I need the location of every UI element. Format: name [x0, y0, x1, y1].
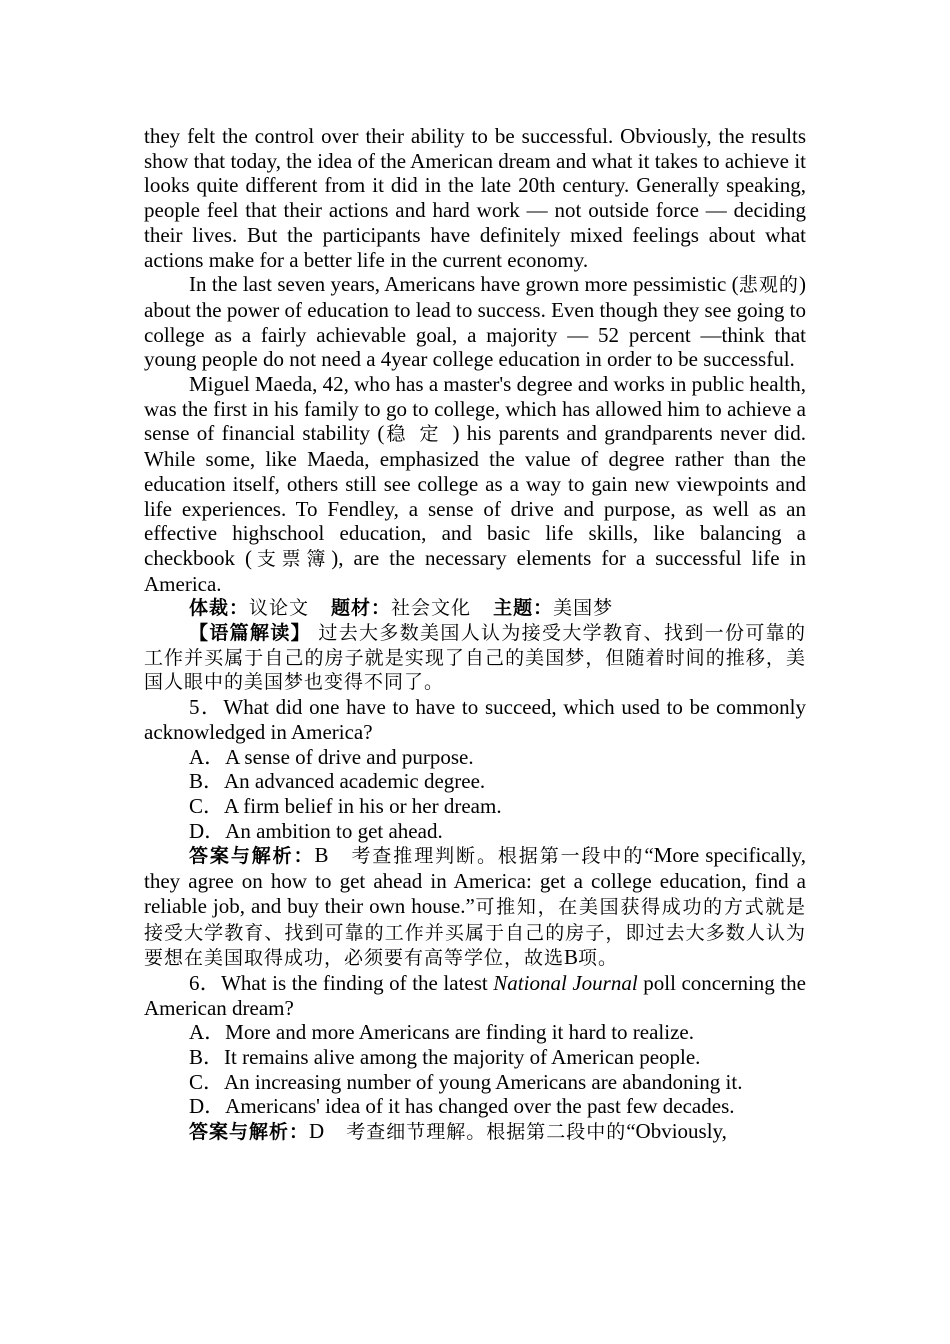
- passage-paragraph-2: [144, 272, 806, 372]
- question-5-explanation: [144, 843, 806, 971]
- p3-gloss-checkbook: 支票簿: [252, 547, 332, 570]
- question-5-option-c: C．A firm belief in his or her dream.: [189, 793, 502, 818]
- q5-exp-letter: B: [564, 945, 579, 970]
- p2-text-b: ) about the power of education to lead to success. Even though they see going to college as a fairly achievable goal, a majority — 52 percent —think that young people do not need a 4year college education in order to be successful.: [144, 272, 806, 372]
- question-6-option-b: B．It remains alive among the majority of American people.: [189, 1045, 701, 1070]
- question-6-stem: [144, 971, 806, 1020]
- p3-text-c: ), are the necessary elements for a successful life in America.: [144, 545, 806, 596]
- q5-exp-part2: 可推知，在美国获得成功的方式就是接受大学教育、找到可靠的工作并买属于自己的房子，即过去大多数人认为要想在美国取得成功，必须要有高等学位，故选: [144, 895, 806, 970]
- genre-value: 议论文: [249, 597, 310, 620]
- q5-answer: B: [314, 843, 329, 868]
- q6-quote: “Obviously,: [626, 1119, 727, 1144]
- passage-interpretation: [144, 621, 806, 695]
- interpretation-label: 【语篇解读】: [189, 622, 311, 645]
- p3-gloss-stability: 稳定: [384, 423, 453, 446]
- interpretation-text: 过去大多数美国人认为接受大学教育、找到一份可靠的工作并买属于自己的房子就是实现了自己的美国梦，但随着时间的推移，美国人眼中的美国梦也变得不同了。: [144, 622, 806, 694]
- topic-value: 社会文化: [391, 597, 472, 620]
- q5-quote: “More specifically, they agree on how to get ahead in America: get a college education, find a reliable job, and buy their own house.”: [144, 843, 806, 918]
- q6-stem-b: poll concerning the American dream?: [144, 970, 806, 1020]
- document-page: [144, 124, 806, 1145]
- q5-answer-label: 答案与解析：: [189, 845, 315, 868]
- passage-paragraph-3: [144, 372, 806, 596]
- question-6-option-d: D．Americans' idea of it has changed over the past few decades.: [189, 1094, 735, 1119]
- genre-topic-line: [144, 596, 806, 621]
- q5-exp-part3: 项。: [578, 947, 619, 970]
- question-6-option-a: A．More and more Americans are finding it hard to realize.: [189, 1020, 694, 1045]
- q6-exp-part1: 考查细节理解。根据第二段中的: [346, 1121, 627, 1144]
- p3-text-a: Miguel Maeda, 42, who has a master's degree and works in public health, was the first in his family to go to college, which has allowed him to achieve a sense of financial stability (: [144, 372, 806, 446]
- question-5-stem: 5．What did one have to have to succeed, which used to be commonly acknowledged in America?: [144, 695, 806, 744]
- theme-value: 美国梦: [553, 597, 614, 620]
- q6-stem-a: 6．What is the finding of the latest: [189, 970, 494, 995]
- question-6-explanation: [144, 1119, 806, 1145]
- question-6-option-c: C．An increasing number of young Americans are abandoning it.: [189, 1069, 743, 1094]
- question-5-option-a: A．A sense of drive and purpose.: [189, 744, 474, 769]
- topic-label: 题材：: [331, 597, 392, 620]
- q6-stem-journal: National Journal: [493, 970, 638, 995]
- q6-answer: D: [309, 1119, 325, 1144]
- passage-paragraph-1-continued: they felt the control over their ability to be successful. Obviously, the results show that today, the idea of the American dream and what it takes to achieve it looks quite different from it did in the late 20th century. Generally speaking, people feel that their actions and hard work — not outside force — deciding their lives. But the participants have definitely mixed feelings about what actions make for a better life in the current economy.: [144, 124, 806, 272]
- p3-text-b: ) his parents and grandparents never did. While some, like Maeda, emphasized the value of degree rather than the education itself, others still see college as a way to gain new viewpoints and life experiences. To Fendley, a sense of drive and purpose, as well as an effective highschool education, and basic life skills, like balancing a checkbook (: [144, 421, 806, 570]
- q5-exp-part1: 考查推理判断。根据第一段中的: [350, 845, 645, 868]
- question-5-option-d: D．An ambition to get ahead.: [189, 818, 443, 843]
- genre-label: 体裁：: [189, 597, 250, 620]
- question-5-option-b: B．An advanced academic degree.: [189, 769, 486, 794]
- p2-text-a: In the last seven years, Americans have grown more pessimistic (: [189, 272, 739, 297]
- p2-gloss-pessimistic: 悲观的: [738, 274, 799, 297]
- q6-answer-label: 答案与解析：: [189, 1121, 310, 1144]
- theme-label: 主题：: [493, 597, 554, 620]
